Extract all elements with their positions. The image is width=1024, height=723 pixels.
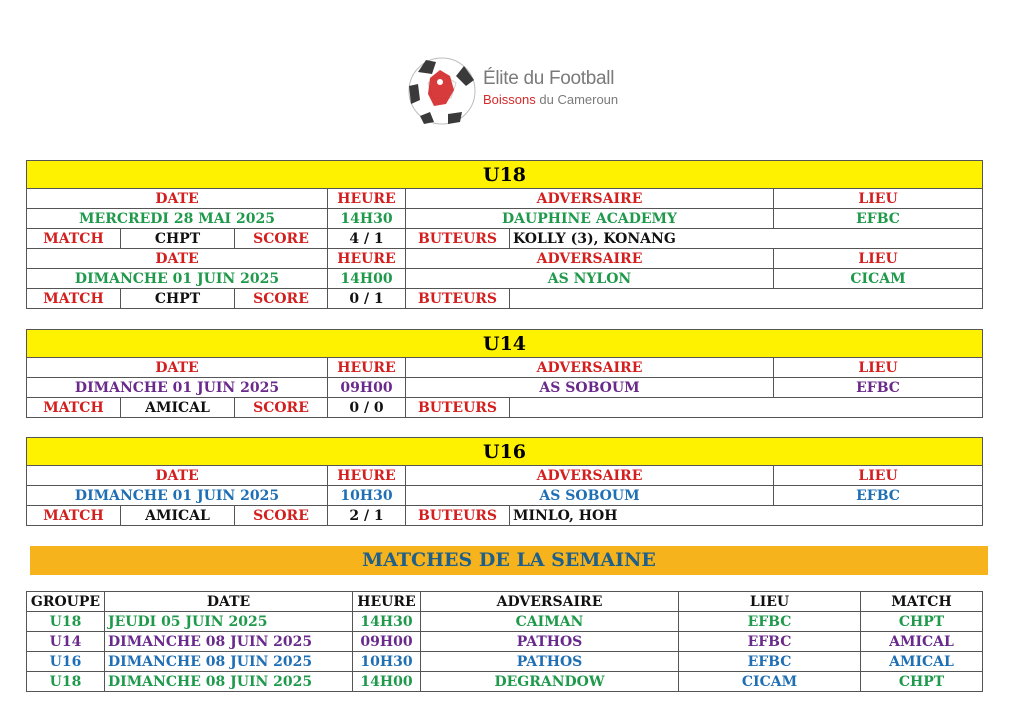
u18-header-adversaire: ADVERSAIRE	[406, 189, 774, 209]
u16-game1-heure: 10H30	[328, 486, 406, 506]
u16-header-date: DATE	[27, 466, 328, 486]
u16-game1-buteurs: MINLO, HOH	[510, 506, 983, 526]
u14-game1-heure: 09H00	[328, 378, 406, 398]
week-row1-groupe: U18	[27, 612, 105, 632]
week-col-heure: HEURE	[353, 592, 421, 612]
week-row2-groupe: U14	[27, 632, 105, 652]
u18-game2-buteurs-label: BUTEURS	[406, 289, 510, 309]
u18-game1-buteurs-label: BUTEURS	[406, 229, 510, 249]
u18-header2-heure: HEURE	[328, 249, 406, 269]
club-logo	[406, 56, 636, 126]
u18-game2-buteurs	[510, 289, 983, 309]
table-row	[27, 632, 983, 652]
u18-game2-date: DIMANCHE 01 JUIN 2025	[27, 269, 328, 289]
week-row4-date: DIMANCHE 08 JUIN 2025	[105, 672, 353, 692]
week-col-lieu: LIEU	[679, 592, 861, 612]
u14-game1-score-label: SCORE	[235, 398, 328, 418]
u16-table	[26, 437, 983, 526]
week-row1-adversaire: CAIMAN	[421, 612, 679, 632]
u14-game1-match: AMICAL	[121, 398, 235, 418]
u14-header-lieu: LIEU	[774, 358, 983, 378]
u16-header-adversaire: ADVERSAIRE	[406, 466, 774, 486]
week-col-date: DATE	[105, 592, 353, 612]
u16-game1-match-label: MATCH	[27, 506, 121, 526]
u14-header-adversaire: ADVERSAIRE	[406, 358, 774, 378]
week-row2-adversaire: PATHOS	[421, 632, 679, 652]
u14-header-date: DATE	[27, 358, 328, 378]
week-row3-lieu: EFBC	[679, 652, 861, 672]
u18-game2-match: CHPT	[121, 289, 235, 309]
u14-game1-buteurs	[510, 398, 983, 418]
u14-header-heure: HEURE	[328, 358, 406, 378]
week-row4-adversaire: DEGRANDOW	[421, 672, 679, 692]
u18-header-lieu: LIEU	[774, 189, 983, 209]
u18-game2-adversaire: AS NYLON	[406, 269, 774, 289]
week-row4-match: CHPT	[861, 672, 983, 692]
week-col-match: MATCH	[861, 592, 983, 612]
u18-game2-heure: 14H00	[328, 269, 406, 289]
u14-game1-adversaire: AS SOBOUM	[406, 378, 774, 398]
u14-game1-buteurs-label: BUTEURS	[406, 398, 510, 418]
u16-title: U16	[27, 438, 983, 466]
u18-header2-adversaire: ADVERSAIRE	[406, 249, 774, 269]
u14-game1-date: DIMANCHE 01 JUIN 2025	[27, 378, 328, 398]
week-row3-heure: 10H30	[353, 652, 421, 672]
week-row3-match: AMICAL	[861, 652, 983, 672]
logo-subtitle	[483, 92, 618, 107]
u18-title: U18	[27, 161, 983, 189]
week-row4-heure: 14H00	[353, 672, 421, 692]
table-row	[27, 672, 983, 692]
week-row2-match: AMICAL	[861, 632, 983, 652]
u18-game1-adversaire: DAUPHINE ACADEMY	[406, 209, 774, 229]
u18-game1-date: MERCREDI 28 MAI 2025	[27, 209, 328, 229]
table-row	[27, 612, 983, 632]
u16-header-lieu: LIEU	[774, 466, 983, 486]
u18-game2-lieu: CICAM	[774, 269, 983, 289]
table-row	[27, 652, 983, 672]
u14-title: U14	[27, 330, 983, 358]
u18-game1-match: CHPT	[121, 229, 235, 249]
u16-game1-score: 2 / 1	[328, 506, 406, 526]
logo-subtitle-country: du Cameroun	[539, 92, 619, 107]
week-row3-groupe: U16	[27, 652, 105, 672]
u14-game1-score: 0 / 0	[328, 398, 406, 418]
u18-game1-buteurs: KOLLY (3), KONANG	[510, 229, 983, 249]
football-crest-icon	[406, 56, 478, 126]
u18-table	[26, 160, 983, 309]
week-row2-lieu: EFBC	[679, 632, 861, 652]
u14-game1-lieu: EFBC	[774, 378, 983, 398]
u18-header-heure: HEURE	[328, 189, 406, 209]
week-row4-lieu: CICAM	[679, 672, 861, 692]
logo-title: Élite du Football	[483, 68, 615, 89]
week-matches-banner: MATCHES DE LA SEMAINE	[30, 546, 988, 575]
week-row1-date: JEUDI 05 JUIN 2025	[105, 612, 353, 632]
week-col-groupe: GROUPE	[27, 592, 105, 612]
u18-header-date: DATE	[27, 189, 328, 209]
week-row2-heure: 09H00	[353, 632, 421, 652]
u16-game1-adversaire: AS SOBOUM	[406, 486, 774, 506]
u16-game1-buteurs-label: BUTEURS	[406, 506, 510, 526]
u18-game1-match-label: MATCH	[27, 229, 121, 249]
u16-game1-match: AMICAL	[121, 506, 235, 526]
u18-game2-score: 0 / 1	[328, 289, 406, 309]
logo-subtitle-brand: Boissons	[483, 92, 536, 107]
u18-game2-match-label: MATCH	[27, 289, 121, 309]
u16-game1-lieu: EFBC	[774, 486, 983, 506]
week-row2-date: DIMANCHE 08 JUIN 2025	[105, 632, 353, 652]
u16-game1-score-label: SCORE	[235, 506, 328, 526]
u14-game1-match-label: MATCH	[27, 398, 121, 418]
u18-header2-date: DATE	[27, 249, 328, 269]
u18-game1-lieu: EFBC	[774, 209, 983, 229]
week-row1-lieu: EFBC	[679, 612, 861, 632]
week-row3-date: DIMANCHE 08 JUIN 2025	[105, 652, 353, 672]
week-row1-heure: 14H30	[353, 612, 421, 632]
week-row1-match: CHPT	[861, 612, 983, 632]
u14-table	[26, 329, 983, 418]
u18-game1-score-label: SCORE	[235, 229, 328, 249]
u18-header2-lieu: LIEU	[774, 249, 983, 269]
u16-header-heure: HEURE	[328, 466, 406, 486]
week-col-adversaire: ADVERSAIRE	[421, 592, 679, 612]
u18-game1-heure: 14H30	[328, 209, 406, 229]
week-row3-adversaire: PATHOS	[421, 652, 679, 672]
u18-game2-score-label: SCORE	[235, 289, 328, 309]
week-row4-groupe: U18	[27, 672, 105, 692]
week-matches-table	[26, 591, 983, 692]
u18-game1-score: 4 / 1	[328, 229, 406, 249]
u16-game1-date: DIMANCHE 01 JUIN 2025	[27, 486, 328, 506]
